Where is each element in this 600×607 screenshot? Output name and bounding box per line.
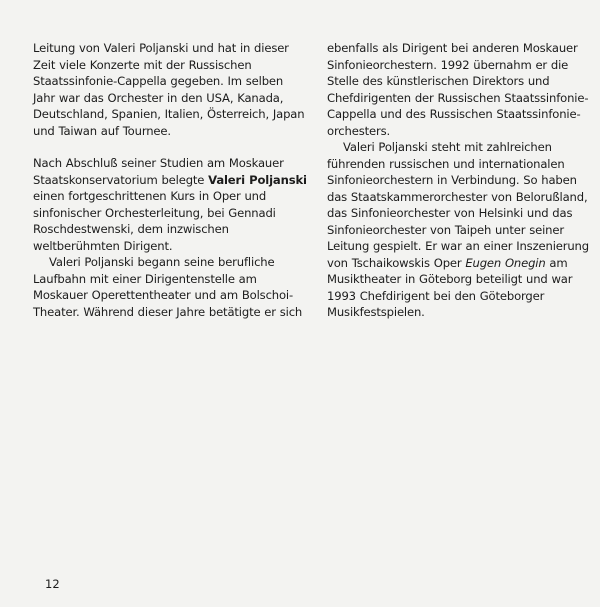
text-line: das Staatskammerorchester von Belorußland, xyxy=(327,189,588,204)
right-column xyxy=(327,40,589,321)
text-line: Jahr war das Orchester in den USA, Kanada, xyxy=(33,90,284,105)
opera-title: Eugen Onegin xyxy=(465,255,546,270)
text-line: und Taiwan auf Tournee. xyxy=(33,123,171,138)
text-line: Nach Abschluß seiner Studien am Moskauer xyxy=(33,156,284,170)
text-line: Deutschland, Spanien, Italien, Österreich, Japan xyxy=(33,107,305,121)
text-line: Staatssinfonie-Cappella gegeben. Im selben xyxy=(33,74,284,88)
text-line: Leitung von Valeri Poljanski und hat in dieser xyxy=(33,41,289,55)
text-line xyxy=(327,255,581,272)
text-line: Laufbahn mit einer Dirigentenstelle am xyxy=(33,271,257,286)
text-line: Stelle des künstlerischen Direktors und xyxy=(327,74,550,88)
paragraph xyxy=(327,40,589,139)
text-line: Zeit viele Konzerte mit der Russischen xyxy=(33,57,252,72)
text-line: Cappella und des Russischen Staatssinfonie- xyxy=(327,107,581,121)
text-line: Sinfonieorchestern in Verbindung. So haben xyxy=(327,173,577,187)
paragraph xyxy=(33,254,301,320)
text-line: orchesters. xyxy=(327,123,391,138)
text-line: Valeri Poljanski begann seine berufliche xyxy=(49,255,275,269)
text-line: das Sinfonieorchester von Helsinki und das xyxy=(327,206,573,220)
text-line: Musiktheater in Göteborg beteiligt und war xyxy=(327,272,573,286)
text-line xyxy=(33,172,307,189)
paragraph xyxy=(33,155,307,254)
text-line: Sinfonieorchestern. 1992 übernahm er die xyxy=(327,57,569,72)
text-line: Chefdirigenten der Russischen Staatssinfonie- xyxy=(327,90,589,105)
text-run: Staatskonservatorium belegte xyxy=(33,172,209,187)
text-line: ebenfalls als Dirigent bei anderen Moskauer xyxy=(327,41,578,55)
text-line: Valeri Poljanski steht mit zahlreichen xyxy=(343,140,552,154)
text-line: Theater. Während dieser Jahre betätigte er sich xyxy=(33,304,303,319)
text-line: führenden russischen und internationalen xyxy=(327,156,565,171)
paragraph xyxy=(327,139,589,321)
paragraph xyxy=(33,40,305,139)
text-line: Musikfestspielen. xyxy=(327,305,425,319)
text-line: Sinfonieorchester von Taipeh unter seiner xyxy=(327,222,564,237)
page-number: 12 xyxy=(45,577,60,591)
text-run: am xyxy=(545,255,568,270)
text-line: sinfonischer Orchesterleitung, bei Gennadi xyxy=(33,205,276,220)
text-line: Roschdestwenski, dem inzwischen xyxy=(33,222,229,236)
text-line: einen fortgeschrittenen Kurs in Oper und xyxy=(33,189,267,203)
text-line: Moskauer Operettentheater und am Bolschoi- xyxy=(33,288,294,302)
bold-name: Valeri Poljanski xyxy=(208,172,307,187)
text-run: von Tschaikowskis Oper xyxy=(327,255,466,270)
text-line: weltberühmten Dirigent. xyxy=(33,238,173,253)
left-column xyxy=(33,40,307,320)
text-line: 1993 Chefdirigent bei den Göteborger xyxy=(327,288,545,303)
text-line: Leitung gespielt. Er war an einer Inszenierung xyxy=(327,239,589,253)
